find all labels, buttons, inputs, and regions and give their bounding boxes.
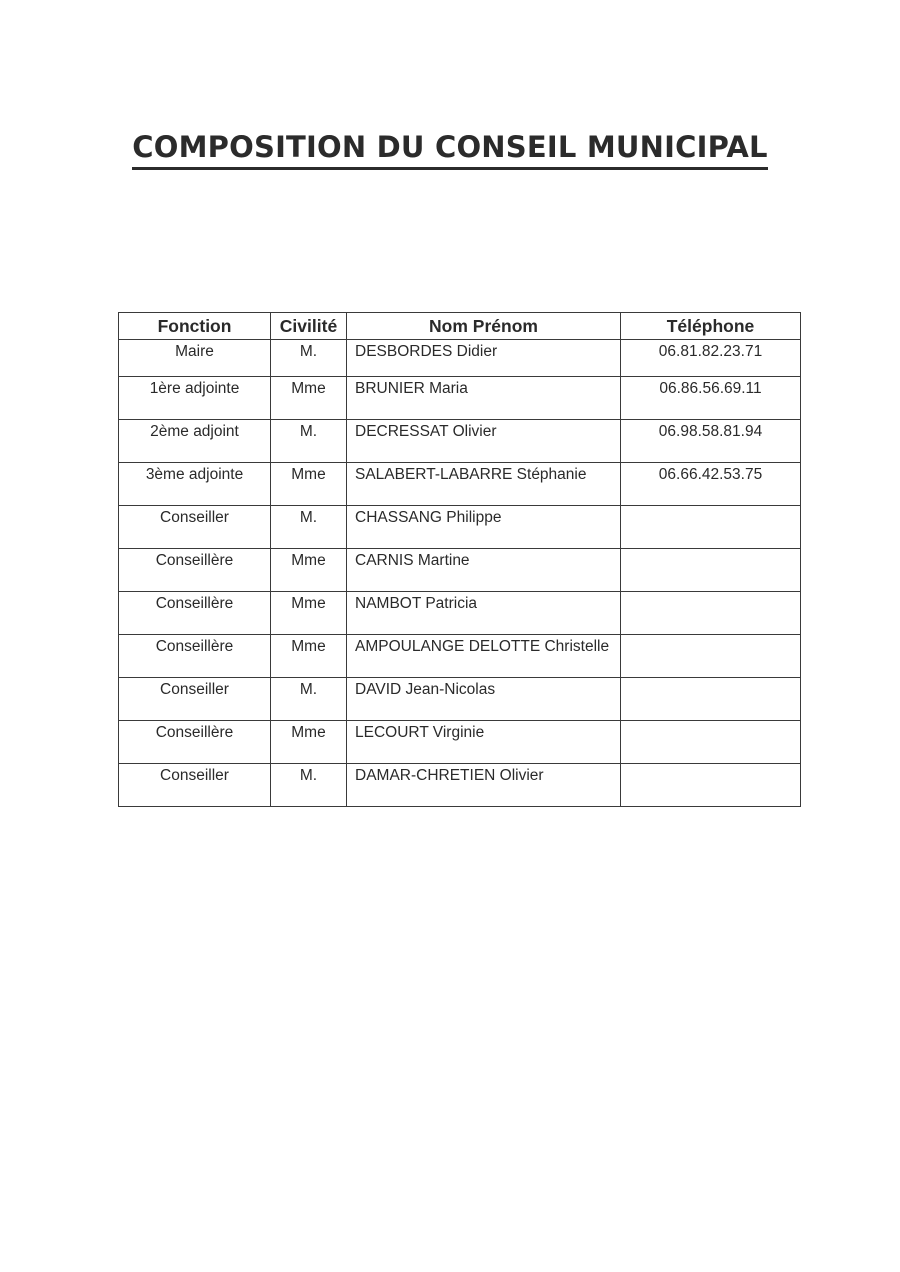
cell-civilite: Mme (271, 592, 347, 635)
cell-nom-prenom: SALABERT-LABARRE Stéphanie (347, 463, 621, 506)
cell-fonction: 2ème adjoint (119, 420, 271, 463)
cell-civilite: Mme (271, 549, 347, 592)
table-row (119, 764, 801, 807)
cell-civilite: M. (271, 678, 347, 721)
cell-telephone: 06.66.42.53.75 (621, 463, 801, 506)
cell-fonction: Conseiller (119, 764, 271, 807)
cell-civilite: Mme (271, 463, 347, 506)
table-row (119, 549, 801, 592)
table-row (119, 635, 801, 678)
document-title-block (0, 128, 900, 170)
cell-nom-prenom: DECRESSAT Olivier (347, 420, 621, 463)
document-title: COMPOSITION DU CONSEIL MUNICIPAL (132, 128, 767, 170)
cell-nom-prenom: DAVID Jean-Nicolas (347, 678, 621, 721)
council-table (118, 312, 801, 807)
table-row (119, 377, 801, 420)
table-row (119, 463, 801, 506)
cell-fonction: Conseillère (119, 635, 271, 678)
table-row (119, 721, 801, 764)
cell-telephone: 06.98.58.81.94 (621, 420, 801, 463)
table-row (119, 506, 801, 549)
cell-fonction: Conseiller (119, 506, 271, 549)
cell-fonction: Conseillère (119, 721, 271, 764)
cell-civilite: Mme (271, 377, 347, 420)
cell-nom-prenom: CHASSANG Philippe (347, 506, 621, 549)
cell-nom-prenom: AMPOULANGE DELOTTE Christelle (347, 635, 621, 678)
header-fonction: Fonction (119, 313, 271, 340)
cell-civilite: M. (271, 506, 347, 549)
cell-civilite: Mme (271, 635, 347, 678)
cell-fonction: Conseiller (119, 678, 271, 721)
cell-civilite: M. (271, 764, 347, 807)
cell-telephone (621, 635, 801, 678)
cell-civilite: M. (271, 420, 347, 463)
table-header-row (119, 313, 801, 340)
header-nom-prenom: Nom Prénom (347, 313, 621, 340)
cell-civilite: Mme (271, 721, 347, 764)
cell-telephone: 06.86.56.69.11 (621, 377, 801, 420)
cell-telephone (621, 506, 801, 549)
cell-nom-prenom: CARNIS Martine (347, 549, 621, 592)
cell-nom-prenom: DAMAR-CHRETIEN Olivier (347, 764, 621, 807)
cell-fonction: Conseillère (119, 549, 271, 592)
cell-nom-prenom: LECOURT Virginie (347, 721, 621, 764)
cell-telephone (621, 592, 801, 635)
cell-fonction: 3ème adjointe (119, 463, 271, 506)
cell-telephone (621, 764, 801, 807)
cell-fonction: Conseillère (119, 592, 271, 635)
table-row (119, 420, 801, 463)
cell-nom-prenom: NAMBOT Patricia (347, 592, 621, 635)
header-telephone: Téléphone (621, 313, 801, 340)
cell-nom-prenom: DESBORDES Didier (347, 340, 621, 377)
cell-telephone (621, 549, 801, 592)
cell-fonction: 1ère adjointe (119, 377, 271, 420)
cell-fonction: Maire (119, 340, 271, 377)
cell-telephone: 06.81.82.23.71 (621, 340, 801, 377)
cell-nom-prenom: BRUNIER Maria (347, 377, 621, 420)
header-civilite: Civilité (271, 313, 347, 340)
table-row (119, 592, 801, 635)
cell-telephone (621, 721, 801, 764)
table-row (119, 678, 801, 721)
cell-telephone (621, 678, 801, 721)
table-row (119, 340, 801, 377)
cell-civilite: M. (271, 340, 347, 377)
